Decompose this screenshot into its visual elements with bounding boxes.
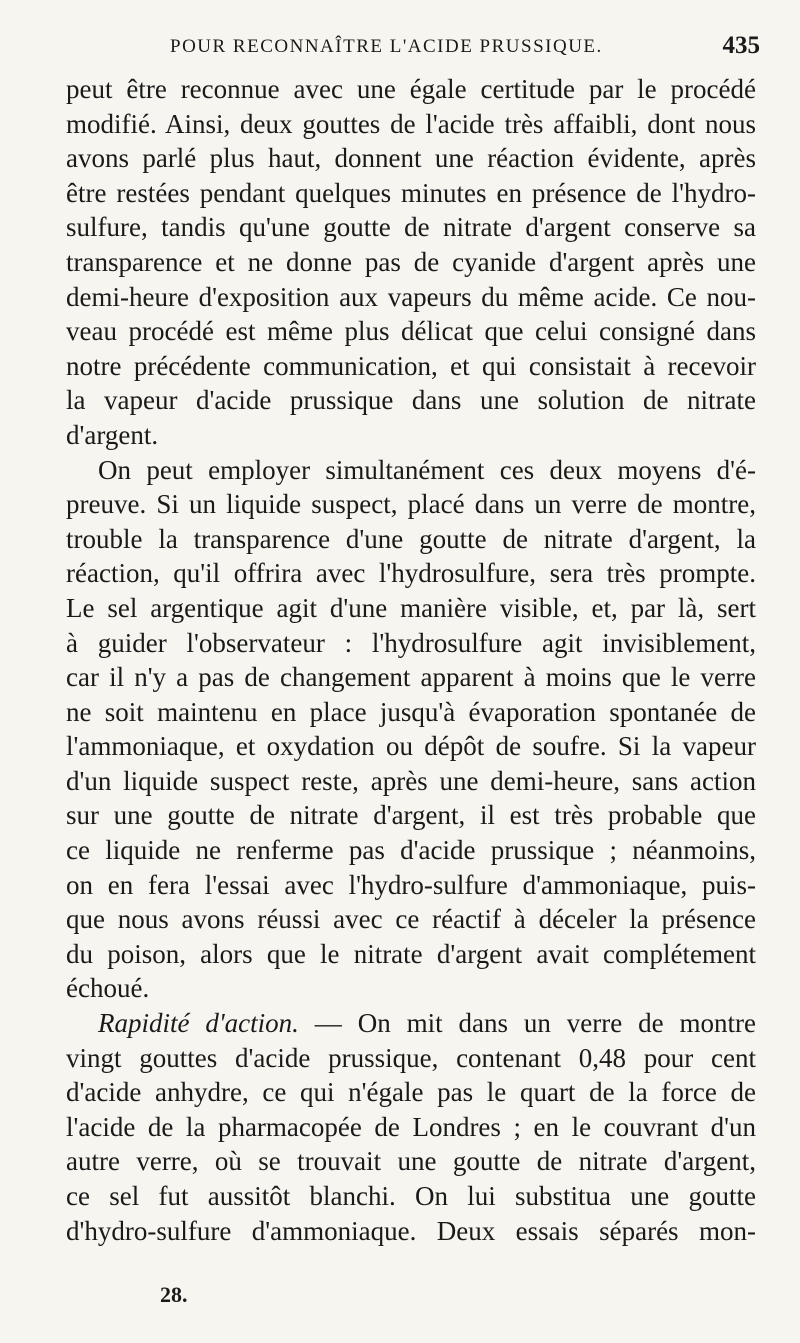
text-line: on en fera l'essai avec l'hydro-sulfure d'ammoniaque, puis- — [66, 869, 756, 900]
text-line: d'un liquide suspect reste, après une demi-heure, sans action — [66, 765, 756, 796]
paragraph — [66, 1006, 756, 1248]
text-line: l'acide de la pharmacopée de Londres ; en le couvrant d'un — [66, 1111, 756, 1142]
text-line: demi-heure d'exposition aux vapeurs du même acide. Ce nou- — [66, 281, 756, 312]
text-line: transparence et ne donne pas de cyanide d'argent après une — [66, 246, 756, 277]
paragraph — [66, 453, 756, 1007]
text-line: Rapidité d'action. — On mit dans un verre de montre — [98, 1008, 757, 1039]
text-line: On peut employer simultanément ces deux moyens d'é- — [98, 454, 756, 485]
text-line: Le sel argentique agit d'une manière visible, et, par là, sert — [66, 592, 756, 623]
text-line: avons parlé plus haut, donnent une réaction évidente, après — [66, 143, 756, 174]
text-line: sulfure, tandis qu'une goutte de nitrate d'argent conserve sa — [66, 212, 756, 243]
running-title: POUR RECONNAÎTRE L'ACIDE PRUSSIQUE. — [170, 36, 603, 57]
body-text — [66, 72, 756, 1248]
paragraph — [66, 72, 756, 453]
text-line: ce sel fut aussitôt blanchi. On lui substitua une goutte — [66, 1181, 756, 1211]
text-line: à guider l'observateur : l'hydrosulfure agit invisiblement, — [66, 627, 756, 658]
text-line: d'hydro-sulfure d'ammoniaque. Deux essais séparés mon- — [66, 1215, 756, 1246]
section-lead-italic: Rapidité d'action. — [98, 1008, 299, 1039]
text-line: l'ammoniaque, et oxydation ou dépôt de soufre. Si la vapeur — [66, 731, 756, 762]
text-line: preuve. Si un liquide suspect, placé dans un verre de montre, — [66, 489, 756, 520]
text-line: trouble la transparence d'une goutte de nitrate d'argent, la — [66, 523, 756, 554]
text-line: vingt gouttes d'acide prussique, contenant 0,48 pour cent — [66, 1042, 756, 1073]
text-line: être restées pendant quelques minutes en présence de l'hydro- — [66, 177, 756, 208]
text-line: du poison, alors que le nitrate d'argent avait complétement — [66, 938, 756, 969]
text-line: la vapeur d'acide prussique dans une solution de nitrate — [66, 385, 756, 416]
text-line: réaction, qu'il offrira avec l'hydrosulfure, sera très prompte. — [66, 558, 756, 589]
text-line: notre précédente communication, et qui consistait à recevoir — [66, 350, 756, 381]
text-line: veau procédé est même plus délicat que celui consigné dans — [66, 316, 756, 347]
page-header — [170, 32, 760, 68]
text-line: échoué. — [66, 973, 150, 1004]
text-line: modifié. Ainsi, deux gouttes de l'acide très affaibli, dont nous — [66, 108, 756, 139]
text-line: ne soit maintenu en place jusqu'à évaporation spontanée de — [66, 696, 756, 727]
text-line: ce liquide ne renferme pas d'acide prussique ; néanmoins, — [66, 835, 756, 866]
text-line: car il n'y a pas de changement apparent à moins que le verre — [66, 662, 756, 693]
text-line: d'acide anhydre, ce qui n'égale pas le quart de la force de — [66, 1077, 756, 1108]
page-number: 435 — [722, 32, 760, 59]
text-line: que nous avons réussi avec ce réactif à déceler la présence — [66, 904, 756, 935]
text-line: sur une goutte de nitrate d'argent, il est très probable que — [66, 800, 756, 831]
text-line: d'argent. — [66, 419, 159, 450]
text-line: autre verre, où se trouvait une goutte de nitrate d'argent, — [66, 1146, 756, 1177]
signature-mark: 28. — [160, 1282, 188, 1307]
text-line: peut être reconnue avec une égale certitude par le procédé — [66, 74, 756, 104]
